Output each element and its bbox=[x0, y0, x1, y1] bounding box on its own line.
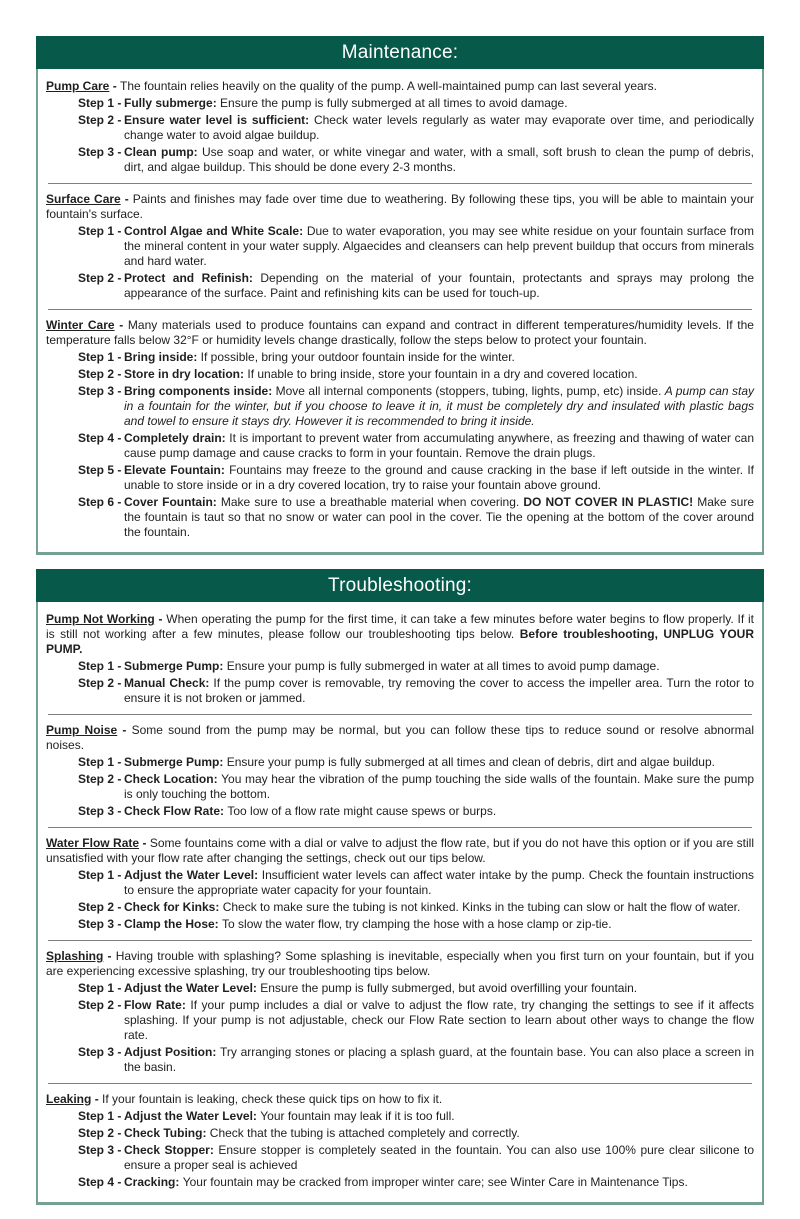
step-text bbox=[124, 676, 754, 706]
topic-heading-surface-care: Surface Care bbox=[46, 192, 121, 206]
step-name: Ensure water level is sufficient: bbox=[124, 113, 314, 127]
topic-heading-water-flow-rate: Water Flow Rate bbox=[46, 836, 140, 850]
text-segment: Check to make sure the tubing is not kinked. Kinks in the tubing can slow or halt the flow of water. bbox=[222, 900, 741, 914]
step-text bbox=[124, 431, 754, 461]
text-segment: DO NOT COVER IN PLASTIC! bbox=[523, 495, 694, 509]
step-text bbox=[124, 367, 754, 382]
text-segment: You may hear the vibration of the pump touching the side walls of the fountain. Make sure the pump is only touching the bottom. bbox=[124, 772, 754, 801]
step-label: Step 3 - bbox=[78, 1143, 122, 1157]
step-row bbox=[78, 1175, 754, 1190]
text-segment: If your fountain is leaking, check these quick tips on how to fix it. bbox=[102, 1092, 443, 1106]
text-segment: Use soap and water, or white vinegar and water, with a small, soft brush to clean the pump of debris, dirt, and algae buildup. This should be done every 2-3 months. bbox=[124, 145, 754, 174]
maintenance-body bbox=[36, 69, 764, 555]
topic-water-flow-rate bbox=[46, 836, 754, 932]
step-name: Elevate Fountain: bbox=[124, 463, 230, 477]
step-row bbox=[78, 868, 754, 898]
step-label: Step 3 - bbox=[78, 145, 122, 159]
care-manual-page bbox=[36, 36, 764, 1205]
step-label: Step 6 - bbox=[78, 495, 122, 509]
step-text bbox=[124, 384, 754, 429]
text-segment: Some fountains come with a dial or valve to adjust the flow rate, but if you do not have this option or if you are still unsatisfied with your flow rate after changing the settings, check out our tips below. bbox=[46, 836, 754, 865]
step-row bbox=[78, 495, 754, 540]
step-text bbox=[124, 772, 754, 802]
topic-dash: - bbox=[114, 318, 128, 332]
step-label: Step 2 - bbox=[78, 676, 122, 690]
step-name: Adjust the Water Level: bbox=[124, 1109, 261, 1123]
step-row bbox=[78, 96, 754, 111]
step-name: Cover Fountain: bbox=[124, 495, 221, 509]
step-text bbox=[124, 495, 754, 540]
text-segment: If the pump cover is removable, try removing the cover to access the impeller area. Turn the rotor to ensure it is not broken or jammed. bbox=[124, 676, 755, 705]
step-name: Manual Check: bbox=[124, 676, 214, 690]
text-segment: Ensure your pump is fully submerged at all times and clean of debris, dirt and algae buildup. bbox=[226, 755, 715, 769]
step-row bbox=[78, 113, 754, 143]
step-text bbox=[124, 755, 754, 770]
text-segment: Before troubleshooting, UNPLUG YOUR PUMP. bbox=[46, 627, 754, 656]
step-text bbox=[124, 659, 754, 674]
step-text bbox=[124, 463, 754, 493]
step-name: Control Algae and White Scale: bbox=[124, 224, 307, 238]
step-row bbox=[78, 350, 754, 365]
text-segment: Insufficient water levels can affect water intake by the pump. Check the fountain instructions to ensure the appropriate water capacity for your fountain. bbox=[124, 868, 754, 897]
topic-intro-surface-care bbox=[46, 192, 754, 222]
topic-divider bbox=[48, 1083, 752, 1084]
step-text bbox=[124, 804, 754, 819]
step-row bbox=[78, 384, 754, 429]
step-row bbox=[78, 981, 754, 996]
text-segment: Ensure stopper is completely seated in the fountain. You can also use 100% pure clear silicone to ensure a proper seal is achieved bbox=[124, 1143, 755, 1172]
text-segment: Ensure the pump is fully submerged, but avoid overfilling your fountain. bbox=[260, 981, 638, 995]
text-segment: Fountains may freeze to the ground and cause cracking in the base if left outside in the winter. If unable to store inside or in a dry covered location, try to raise your fountain above ground. bbox=[124, 463, 754, 492]
step-name: Submerge Pump: bbox=[124, 659, 227, 673]
step-name: Check Location: bbox=[124, 772, 222, 786]
step-row bbox=[78, 998, 754, 1043]
topic-divider bbox=[48, 309, 752, 310]
step-row bbox=[78, 463, 754, 493]
step-name: Check Stopper: bbox=[124, 1143, 219, 1157]
text-segment: Try arranging stones or placing a splash guard, at the fountain base. You can also place a screen in the basin. bbox=[124, 1045, 754, 1074]
step-label: Step 1 - bbox=[78, 755, 122, 769]
topic-divider bbox=[48, 714, 752, 715]
step-text bbox=[124, 145, 754, 175]
step-text bbox=[124, 868, 754, 898]
topic-surface-care bbox=[46, 192, 754, 301]
step-text bbox=[124, 96, 754, 111]
step-label: Step 1 - bbox=[78, 350, 122, 364]
step-label: Step 1 - bbox=[78, 868, 122, 882]
maintenance-header-bar bbox=[36, 36, 764, 69]
step-name: Adjust the Water Level: bbox=[124, 981, 261, 995]
step-label: Step 2 - bbox=[78, 998, 122, 1012]
topic-intro-water-flow-rate bbox=[46, 836, 754, 866]
step-name: Adjust Position: bbox=[124, 1045, 221, 1059]
step-text bbox=[124, 271, 754, 301]
topic-intro-pump-noise bbox=[46, 723, 754, 753]
step-label: Step 2 - bbox=[78, 367, 122, 381]
step-label: Step 3 - bbox=[78, 917, 122, 931]
step-name: Fully submerge: bbox=[124, 96, 221, 110]
topic-heading-pump-care: Pump Care bbox=[46, 79, 110, 93]
step-row bbox=[78, 1126, 754, 1141]
step-label: Step 4 - bbox=[78, 431, 122, 445]
topic-pump-not-working bbox=[46, 612, 754, 706]
topic-dash: - bbox=[154, 612, 167, 626]
text-segment: Make sure the fountain is taut so that no snow or water can pool in the cover. Tie the opening at the bottom of the cover around the fountain. bbox=[124, 495, 755, 539]
step-text bbox=[124, 113, 754, 143]
topic-intro-splashing bbox=[46, 949, 754, 979]
step-name: Protect and Refinish: bbox=[124, 271, 261, 285]
text-segment: Ensure the pump is fully submerged at all times to avoid damage. bbox=[220, 96, 568, 110]
text-segment: It is important to prevent water from accumulating anywhere, as freezing and thawing of water can cause pump damage and cause cracks to form in your fountain. Remove the drain plugs. bbox=[124, 431, 754, 460]
topic-divider bbox=[48, 183, 752, 184]
topic-divider bbox=[48, 940, 752, 941]
step-label: Step 3 - bbox=[78, 1045, 122, 1059]
topic-intro-winter-care bbox=[46, 318, 754, 348]
text-segment: Many materials used to produce fountains can expand and contract in different temperatures/humidity levels. If the temperature falls below 32°F or humidity levels change drastically, follow the steps below to protect your fountain. bbox=[46, 318, 754, 347]
step-row bbox=[78, 772, 754, 802]
step-name: Cracking: bbox=[124, 1175, 183, 1189]
text-segment: Move all internal components (stoppers, tubing, lights, pump, etc) inside. bbox=[275, 384, 665, 398]
topic-intro-leaking bbox=[46, 1092, 754, 1107]
topic-heading-pump-noise: Pump Noise bbox=[46, 723, 118, 737]
maintenance-section bbox=[36, 36, 764, 555]
step-row bbox=[78, 755, 754, 770]
step-label: Step 4 - bbox=[78, 1175, 122, 1189]
troubleshooting-title: Troubleshooting: bbox=[327, 574, 473, 596]
text-segment: The fountain relies heavily on the quality of the pump. A well-maintained pump can last several years. bbox=[120, 79, 657, 93]
topic-dash: - bbox=[117, 723, 132, 737]
step-label: Step 1 - bbox=[78, 981, 122, 995]
text-segment: A pump can stay in a fountain for the winter, but if you choose to leave it in, it must be completely dry and insulated with plastic bags and towel to ensure it stays dry. However it is recommended to bring it inside. bbox=[124, 384, 755, 428]
step-row bbox=[78, 676, 754, 706]
troubleshooting-header-bar bbox=[36, 569, 764, 602]
text-segment: Some sound from the pump may be normal, but you can follow these tips to reduce sound or resolve abnormal noises. bbox=[46, 723, 754, 752]
text-segment: Check water levels regularly as water may evaporate over time, and periodically change water to avoid algae buildup. bbox=[124, 113, 754, 142]
step-label: Step 1 - bbox=[78, 1109, 122, 1123]
step-row bbox=[78, 917, 754, 932]
text-segment: Your fountain may leak if it is too full. bbox=[260, 1109, 455, 1123]
troubleshooting-body bbox=[36, 602, 764, 1205]
step-name: Completely drain: bbox=[124, 431, 230, 445]
text-segment: To slow the water flow, try clamping the hose with a hose clamp or zip-tie. bbox=[222, 917, 612, 931]
step-text bbox=[124, 350, 754, 365]
step-text bbox=[124, 981, 754, 996]
topic-dash: - bbox=[91, 1092, 103, 1106]
step-row bbox=[78, 1045, 754, 1075]
step-row bbox=[78, 659, 754, 674]
topic-dash: - bbox=[120, 192, 133, 206]
step-text bbox=[124, 1143, 754, 1173]
step-row bbox=[78, 431, 754, 461]
maintenance-title: Maintenance: bbox=[341, 41, 459, 63]
text-segment: Make sure to use a breathable material when covering. bbox=[220, 495, 524, 509]
step-name: Submerge Pump: bbox=[124, 755, 227, 769]
step-name: Clean pump: bbox=[124, 145, 203, 159]
step-name: Flow Rate: bbox=[124, 998, 191, 1012]
step-label: Step 1 - bbox=[78, 224, 122, 238]
step-label: Step 1 - bbox=[78, 659, 122, 673]
topic-heading-winter-care: Winter Care bbox=[46, 318, 115, 332]
topic-splashing bbox=[46, 949, 754, 1075]
topic-heading-pump-not-working: Pump Not Working bbox=[46, 612, 155, 626]
step-name: Bring inside: bbox=[124, 350, 201, 364]
text-segment: Check that the tubing is attached completely and correctly. bbox=[209, 1126, 520, 1140]
topic-pump-care bbox=[46, 79, 754, 175]
step-text bbox=[124, 900, 754, 915]
topic-heading-splashing: Splashing bbox=[46, 949, 104, 963]
topic-leaking bbox=[46, 1092, 754, 1190]
step-name: Check Flow Rate: bbox=[124, 804, 228, 818]
step-row bbox=[78, 804, 754, 819]
step-label: Step 2 - bbox=[78, 1126, 122, 1140]
topic-dash: - bbox=[103, 949, 116, 963]
text-segment: Too low of a flow rate might cause spews or burps. bbox=[227, 804, 497, 818]
step-label: Step 1 - bbox=[78, 96, 122, 110]
text-segment: Depending on the material of your fountain, protectants and sprays may prolong the appearance of the surface. Paint and refinishing kits can be used for touch-up. bbox=[124, 271, 754, 300]
step-name: Clamp the Hose: bbox=[124, 917, 223, 931]
topic-dash: - bbox=[109, 79, 121, 93]
step-text bbox=[124, 224, 754, 269]
text-segment: If unable to bring inside, store your fountain in a dry and covered location. bbox=[247, 367, 638, 381]
text-segment: Having trouble with splashing? Some splashing is inevitable, especially when you first turn on your fountain, but if you are experiencing excessive splashing, try our troubleshooting tips below. bbox=[46, 949, 755, 978]
step-name: Check for Kinks: bbox=[124, 900, 223, 914]
step-row bbox=[78, 145, 754, 175]
step-name: Bring components inside: bbox=[124, 384, 276, 398]
step-text bbox=[124, 998, 754, 1043]
step-row bbox=[78, 1109, 754, 1124]
step-row bbox=[78, 1143, 754, 1173]
step-label: Step 3 - bbox=[78, 804, 122, 818]
step-name: Check Tubing: bbox=[124, 1126, 210, 1140]
topic-divider bbox=[48, 827, 752, 828]
step-label: Step 5 - bbox=[78, 463, 122, 477]
step-label: Step 2 - bbox=[78, 900, 122, 914]
step-row bbox=[78, 271, 754, 301]
topic-winter-care bbox=[46, 318, 754, 540]
text-segment: When operating the pump for the first time, it can take a few minutes before water begins to flow properly. If it is still not working after a few minutes, please follow our troubleshooting tips below. bbox=[46, 612, 755, 641]
text-segment: If possible, bring your outdoor fountain inside for the winter. bbox=[200, 350, 515, 364]
step-text bbox=[124, 917, 754, 932]
text-segment: Ensure your pump is fully submerged in water at all times to avoid pump damage. bbox=[226, 659, 660, 673]
step-row bbox=[78, 224, 754, 269]
step-text bbox=[124, 1045, 754, 1075]
step-row bbox=[78, 900, 754, 915]
troubleshooting-section bbox=[36, 569, 764, 1205]
step-text bbox=[124, 1109, 754, 1124]
step-text bbox=[124, 1126, 754, 1141]
step-row bbox=[78, 367, 754, 382]
topic-pump-noise bbox=[46, 723, 754, 819]
step-name: Adjust the Water Level: bbox=[124, 868, 262, 882]
topic-heading-leaking: Leaking bbox=[46, 1092, 92, 1106]
topic-intro-pump-care bbox=[46, 79, 754, 94]
step-label: Step 2 - bbox=[78, 271, 122, 285]
step-label: Step 2 - bbox=[78, 113, 122, 127]
step-text bbox=[124, 1175, 754, 1190]
topic-dash: - bbox=[139, 836, 150, 850]
text-segment: Paints and finishes may fade over time due to weathering. By following these tips, you will be able to maintain your fountain's surface. bbox=[46, 192, 754, 221]
text-segment: Due to water evaporation, you may see white residue on your fountain surface from the mineral content in your water supply. Algaecides and cleansers can help prevent buildup that occurs from minerals and hard water. bbox=[124, 224, 754, 268]
step-label: Step 2 - bbox=[78, 772, 122, 786]
topic-intro-pump-not-working bbox=[46, 612, 754, 657]
step-label: Step 3 - bbox=[78, 384, 122, 398]
step-name: Store in dry location: bbox=[124, 367, 248, 381]
text-segment: If your pump includes a dial or valve to adjust the flow rate, try changing the settings to see if it affects splashing. If your pump is not adjustable, check our Flow Rate section to learn about other ways to change the flow rate. bbox=[124, 998, 754, 1042]
text-segment: Your fountain may be cracked from improper winter care; see Winter Care in Maintenance Tips. bbox=[182, 1175, 688, 1189]
